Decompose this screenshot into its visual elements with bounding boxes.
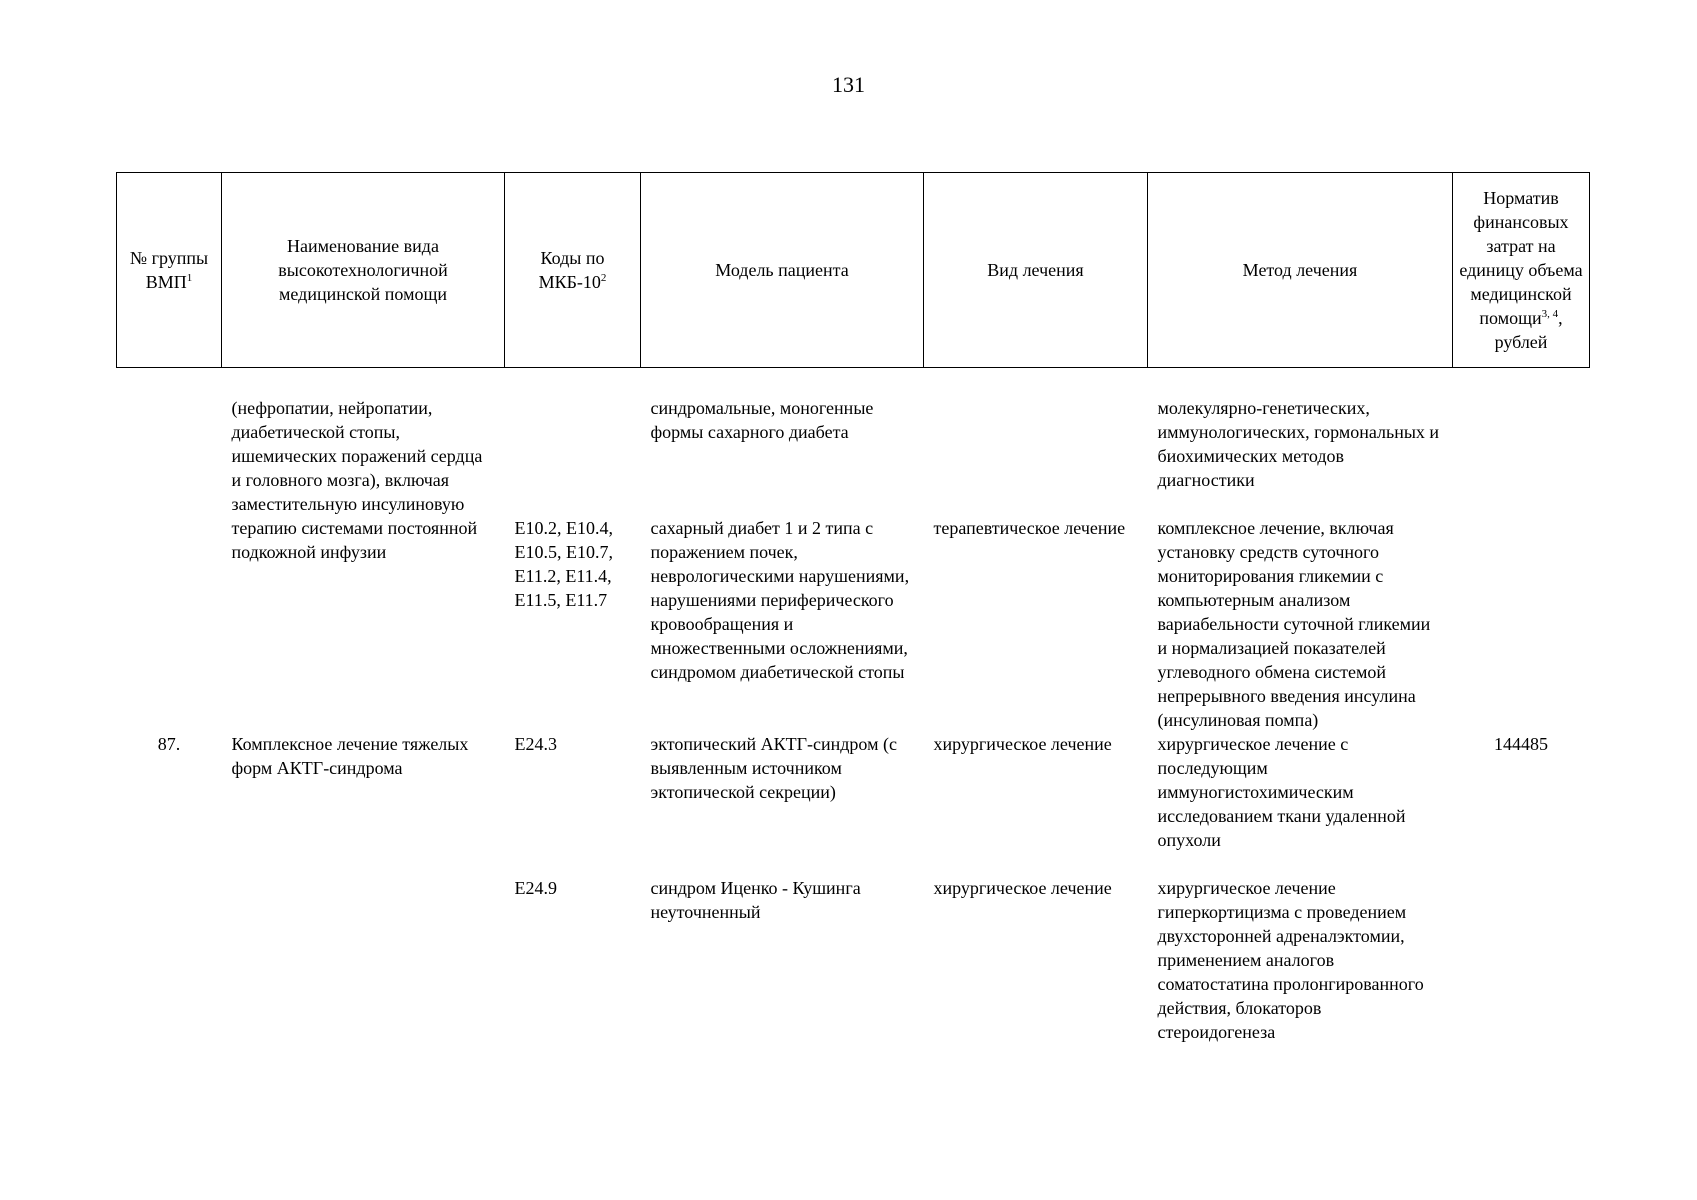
cell-num: 87. [157, 734, 181, 754]
table-row [117, 876, 1590, 1044]
header-treatment-type: Вид лечения [924, 173, 1148, 368]
cell-model: синдром Иценко - Кушинга неуточненный [650, 878, 861, 922]
cell-type: хирургическое лечение [933, 734, 1112, 754]
cell-cost: 144485 [1494, 734, 1548, 754]
table-body [117, 368, 1590, 1045]
cell-codes: E10.2, E10.4, E10.5, E10.7, E11.2, E11.4, E11.5, E11.7 [514, 518, 613, 610]
cell-codes: E24.3 [514, 734, 557, 754]
table-row [117, 396, 1590, 516]
cell-type: хирургическое лечение [933, 878, 1112, 898]
cell-type [924, 396, 1148, 516]
cell-method: комплексное лечение, включая установку средств суточного мониторирования гликемии с компьютерным анализом вариабельности суточной гликемии и нормализацией показателей углеводного обмена системой непрерывного введения инсулина (инсулиновая помпа) [1157, 518, 1431, 730]
cell-model: синдромальные, моногенные формы сахарного диабета [650, 398, 874, 442]
header-group: № группы ВМП$^1$ [117, 173, 222, 368]
cell-codes [505, 396, 641, 516]
cell-cost [1453, 516, 1590, 732]
table-header [117, 173, 1590, 368]
header-method: Метод лечения [1148, 173, 1453, 368]
vmp-table [116, 172, 1590, 1044]
cell-model: сахарный диабет 1 и 2 типа с поражением почек, неврологическими нарушениями, нарушениями периферического кровообращения и множественными осложнениями, синдромом диабетической стопы [650, 518, 910, 682]
header-name: Наименование вида высокотехнологичной медицинской помощи [222, 173, 505, 368]
cell-name: (нефропатии, нейропатии, диабетической стопы, ишемических поражений сердца и головного мозга), включая заместительную инсулиновую терапию системами постоянной подкожной инфузии [231, 398, 483, 562]
cell-type: терапевтическое лечение [933, 518, 1126, 538]
header-cost: Норматив финансовых затрат на единицу объема медицинской помощи$^{3, 4}$, рублей [1453, 173, 1590, 368]
cell-method: хирургическое лечение с последующим иммуногистохимическим исследованием ткани удаленной опухоли [1157, 734, 1406, 850]
header-codes: Коды по МКБ-$10^2$ [505, 173, 641, 368]
cell-method: молекулярно-генетических, иммунологических, гормональных и биохимических методов диагностики [1157, 398, 1440, 490]
cell-codes: E24.9 [514, 878, 557, 898]
vmp-table-wrapper [116, 172, 1589, 1044]
page-number: 131 [832, 72, 865, 97]
cell-name: Комплексное лечение тяжелых форм АКТГ-синдрома [231, 734, 469, 778]
cell-cost [1453, 396, 1590, 516]
table-row [117, 732, 1590, 876]
cell-num [117, 516, 222, 732]
cell-model: эктопический АКТГ-синдром (с выявленным источником эктопической секреции) [650, 734, 897, 802]
header-model: Модель пациента [641, 173, 924, 368]
cell-cost [1453, 876, 1590, 1044]
cell-method: хирургическое лечение гиперкортицизма с проведением двухсторонней адреналэктомии, применением аналогов соматостатина пролонгированного действия, блокаторов стероидогенеза [1157, 878, 1424, 1042]
cell-num [117, 396, 222, 516]
spacer-row [117, 368, 1590, 397]
cell-name [222, 876, 505, 1044]
cell-num [117, 876, 222, 1044]
